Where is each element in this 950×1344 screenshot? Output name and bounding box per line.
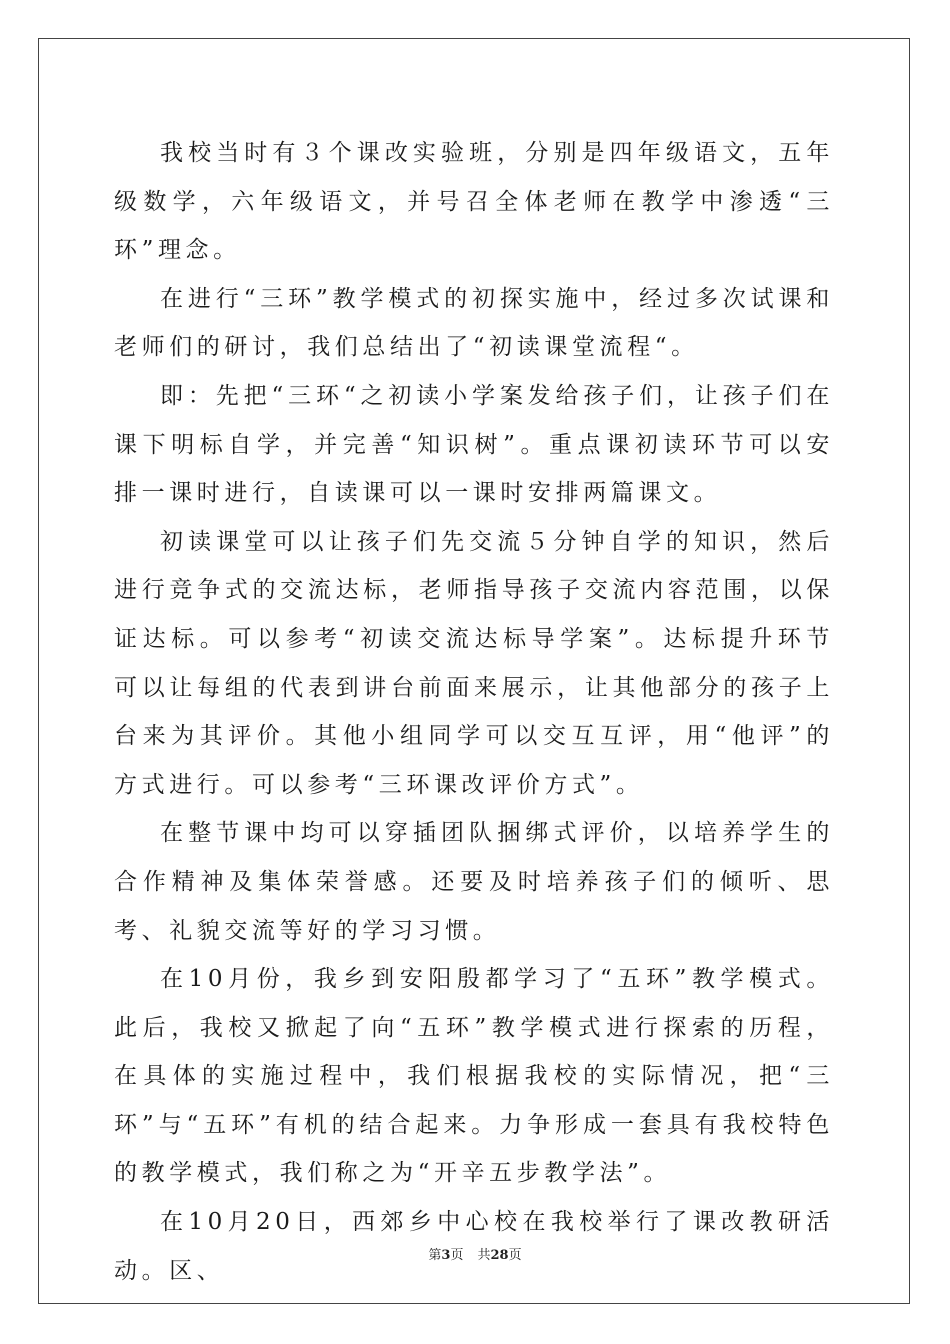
- total-label-prefix: 共: [477, 1248, 491, 1263]
- page-label-unit: 页: [450, 1248, 464, 1263]
- page-footer: [0, 1248, 950, 1264]
- paragraph: 在10月份，我乡到安阳殷都学习了“五环”教学模式。此后，我校又掀起了向“五环”教学模式进行探索的历程，在具体的实施过程中，我们根据我校的实际情况，把“三环”与“五环”有机的结合起来。力争形成一套具有我校特色的教学模式，我们称之为“开辛五步教学法”。: [114, 966, 834, 1187]
- paragraph: 在10月20日，西郊乡中心校在我校举行了课改教研活动。区、: [114, 1209, 834, 1284]
- total-label-unit: 页: [508, 1248, 522, 1263]
- document-body: [114, 129, 834, 1295]
- paragraph: 在整节课中均可以穿插团队捆绑式评价，以培养学生的合作精神及集体荣誉感。还要及时培养孩子们的倾听、思考、礼貌交流等好的学习习惯。: [114, 820, 834, 944]
- paragraph: 即：先把“三环“之初读小学案发给孩子们，让孩子们在课下明标自学，并完善“知识树”。重点课初读环节可以安排一课时进行，自读课可以一课时安排两篇课文。: [114, 382, 834, 507]
- total-page-count: 28: [490, 1248, 509, 1263]
- page-label-prefix: 第: [428, 1248, 442, 1263]
- paragraph: 初读课堂可以让孩子们先交流５分钟自学的知识，然后进行竞争式的交流达标，老师指导孩子交流内容范围，以保证达标。可以参考“初读交流达标导学案”。达标提升环节可以让每组的代表到讲台前面来展示，让其他部分的孩子上台来为其评价。其他小组同学可以交互互评，用“他评”的方式进行。可以参考“三环课改评价方式”。: [114, 528, 834, 798]
- current-page-number: 3: [441, 1248, 451, 1263]
- paragraph: 在进行“三环”教学模式的初探实施中，经过多次试课和老师们的研讨，我们总结出了“初读课堂流程“。: [114, 285, 834, 361]
- paragraph: 我校当时有３个课改实验班，分别是四年级语文，五年级数学，六年级语文，并号召全体老师在教学中渗透“三环”理念。: [114, 140, 834, 264]
